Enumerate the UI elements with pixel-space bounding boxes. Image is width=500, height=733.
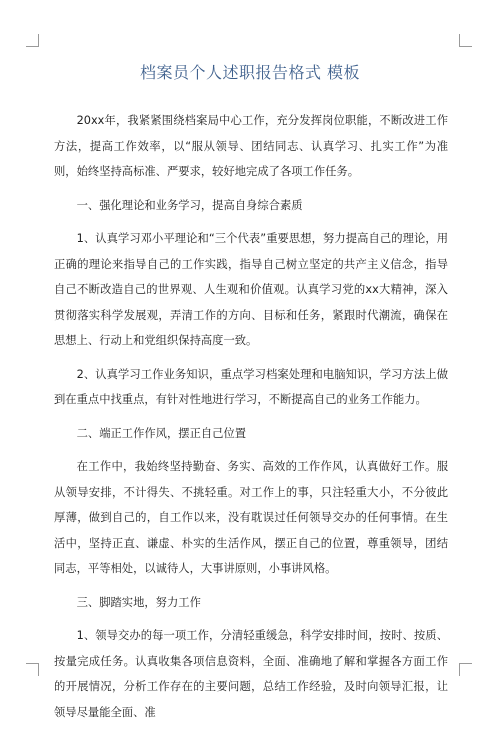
paragraph-1-1: 1、认真学习邓小平理论和“三个代表”重要思想，努力提高自己的理论，用正确的理论来指导自己的工作实践，指导自己树立坚定的共产主义信念，指导自己不断改造自己的世界观、人生观和价值观。认真学习党的xx大精神，深入贯彻落实科学发展观，弄清工作的方向、目标和任务，紧跟时代潮流，确保在思想上、行动上和党组织保持高度一致。 bbox=[54, 232, 448, 347]
paragraph-intro: 20xx年，我紧紧围绕档案局中心工作，充分发挥岗位职能，不断改进工作方法，提高工作效率，以“服从领导、团结同志、认真学习、扎实工作”为准则，始终坚持高标准、严要求，较好地完成了各项工作任务。 bbox=[54, 114, 448, 178]
paragraph-1-2: 2、认真学习工作业务知识，重点学习档案处理和电脑知识，学习方法上做到在重点中找重点，有针对性地进行学习，不断提高自己的业务工作能力。 bbox=[54, 367, 448, 406]
crop-mark-bottom-left bbox=[26, 663, 39, 676]
crop-mark-bottom-right bbox=[459, 663, 472, 676]
document-title: 档案员个人述职报告格式 模板 bbox=[139, 63, 361, 82]
crop-mark-top-right bbox=[459, 34, 472, 47]
paragraph-2-1: 在工作中，我始终坚持勤奋、务实、高效的工作作风，认真做好工作。服从领导安排，不计得失、不挑轻重。对工作上的事，只注轻重大小，不分彼此厚薄，做到自己的，自工作以来，没有耽误过任何领导交办的任何事情。在生活中，坚持正直、谦虚、朴实的生活作风，摆正自己的位置，尊重领导，团结同志，平等相处，以诚待人，大事讲原则，小事讲风格。 bbox=[54, 460, 448, 575]
section-heading-1: 一、强化理论和业务学习，提高自身综合素质 bbox=[76, 198, 303, 212]
paragraph-3-1: 1、领导交办的每一项工作，分清轻重缓急，科学安排时间，按时、按质、按量完成任务。认真收集各项信息资料，全面、准确地了解和掌握各方面工作的开展情况，分析工作存在的主要问题，总结工作经验，及时向领导汇报，让领导尽量能全面、准 bbox=[54, 629, 448, 719]
document-body bbox=[54, 108, 448, 733]
section-heading-2: 二、端正工作作风，摆正自己位置 bbox=[76, 426, 247, 440]
crop-mark-top-left bbox=[26, 34, 39, 47]
section-heading-3: 三、脚踏实地，努力工作 bbox=[76, 595, 201, 609]
